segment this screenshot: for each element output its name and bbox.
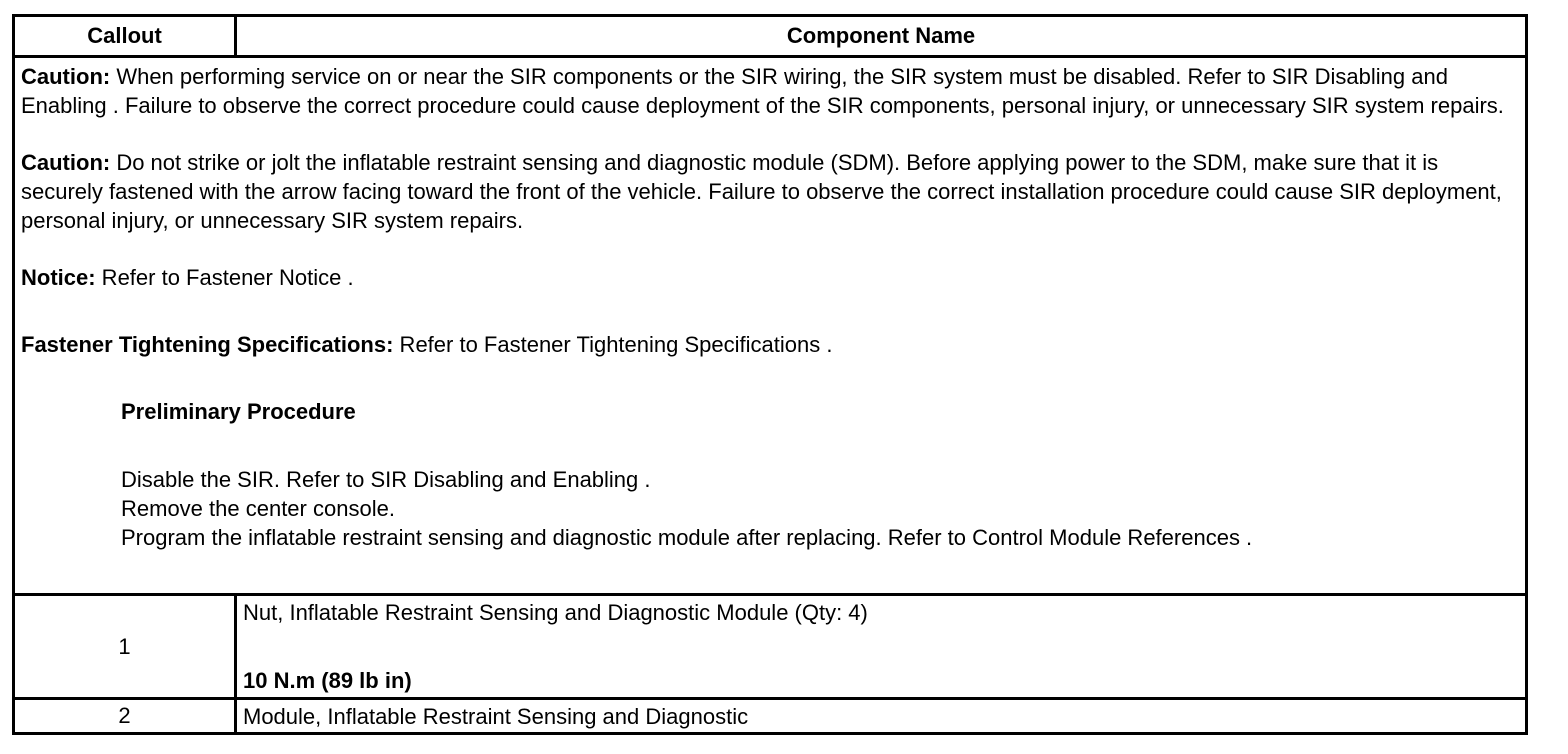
preliminary-procedure-title: Preliminary Procedure: [121, 399, 356, 424]
fastener-tightening-specifications: [21, 330, 1519, 359]
notice-label: Notice:: [21, 265, 96, 290]
component-cell: [236, 595, 1527, 699]
notice: [21, 263, 1519, 292]
caution-1: [21, 62, 1519, 120]
notice-text: Refer to Fastener Notice .: [95, 265, 354, 290]
callout-number: 1: [14, 595, 236, 699]
caution-2-label: Caution:: [21, 150, 111, 175]
fts-label: Fastener Tightening Specifications:: [21, 332, 394, 357]
component-table: [12, 14, 1528, 735]
table-header-row: [14, 16, 1527, 57]
callout-number: 2: [14, 699, 236, 734]
fts-text: Refer to Fastener Tightening Specifications .: [393, 332, 833, 357]
component-name: Nut, Inflatable Restraint Sensing and Diagnostic Module (Qty: 4): [243, 600, 868, 625]
caution-1-label: Caution:: [21, 64, 111, 89]
procedure-step: Program the inflatable restraint sensing and diagnostic module after replacing. Refer to Control Module References .: [121, 525, 1253, 550]
caution-1-text: When performing service on or near the SIR components or the SIR wiring, the SIR system must be disabled. Refer to SIR Disabling and Enabling . Failure to observe the correct procedure could cause deployment of the SIR components, personal injury, or unnecessary SIR system repairs.: [21, 64, 1504, 118]
procedure-step: Remove the center console.: [121, 496, 395, 521]
component-cell: [236, 699, 1527, 734]
notes-row: [14, 57, 1527, 595]
header-callout: Callout: [14, 16, 236, 57]
table-row: [14, 595, 1527, 699]
table-row: [14, 699, 1527, 734]
torque-spec: 10 N.m (89 lb in): [243, 668, 412, 693]
procedure-step: Disable the SIR. Refer to SIR Disabling and Enabling .: [121, 467, 651, 492]
header-component-name: Component Name: [236, 16, 1527, 57]
component-name: Module, Inflatable Restraint Sensing and Diagnostic: [243, 704, 749, 729]
caution-2: [21, 148, 1519, 235]
notes-cell: [14, 57, 1527, 595]
caution-2-text: Do not strike or jolt the inflatable restraint sensing and diagnostic module (SDM). Before applying power to the SDM, make sure that it is securely fastened with the arrow facing toward the front of the vehicle. Failure to observe the correct installation procedure could cause SIR deployment, personal injury, or unnecessary SIR system repairs.: [21, 150, 1502, 233]
preliminary-procedure: [21, 397, 1519, 552]
